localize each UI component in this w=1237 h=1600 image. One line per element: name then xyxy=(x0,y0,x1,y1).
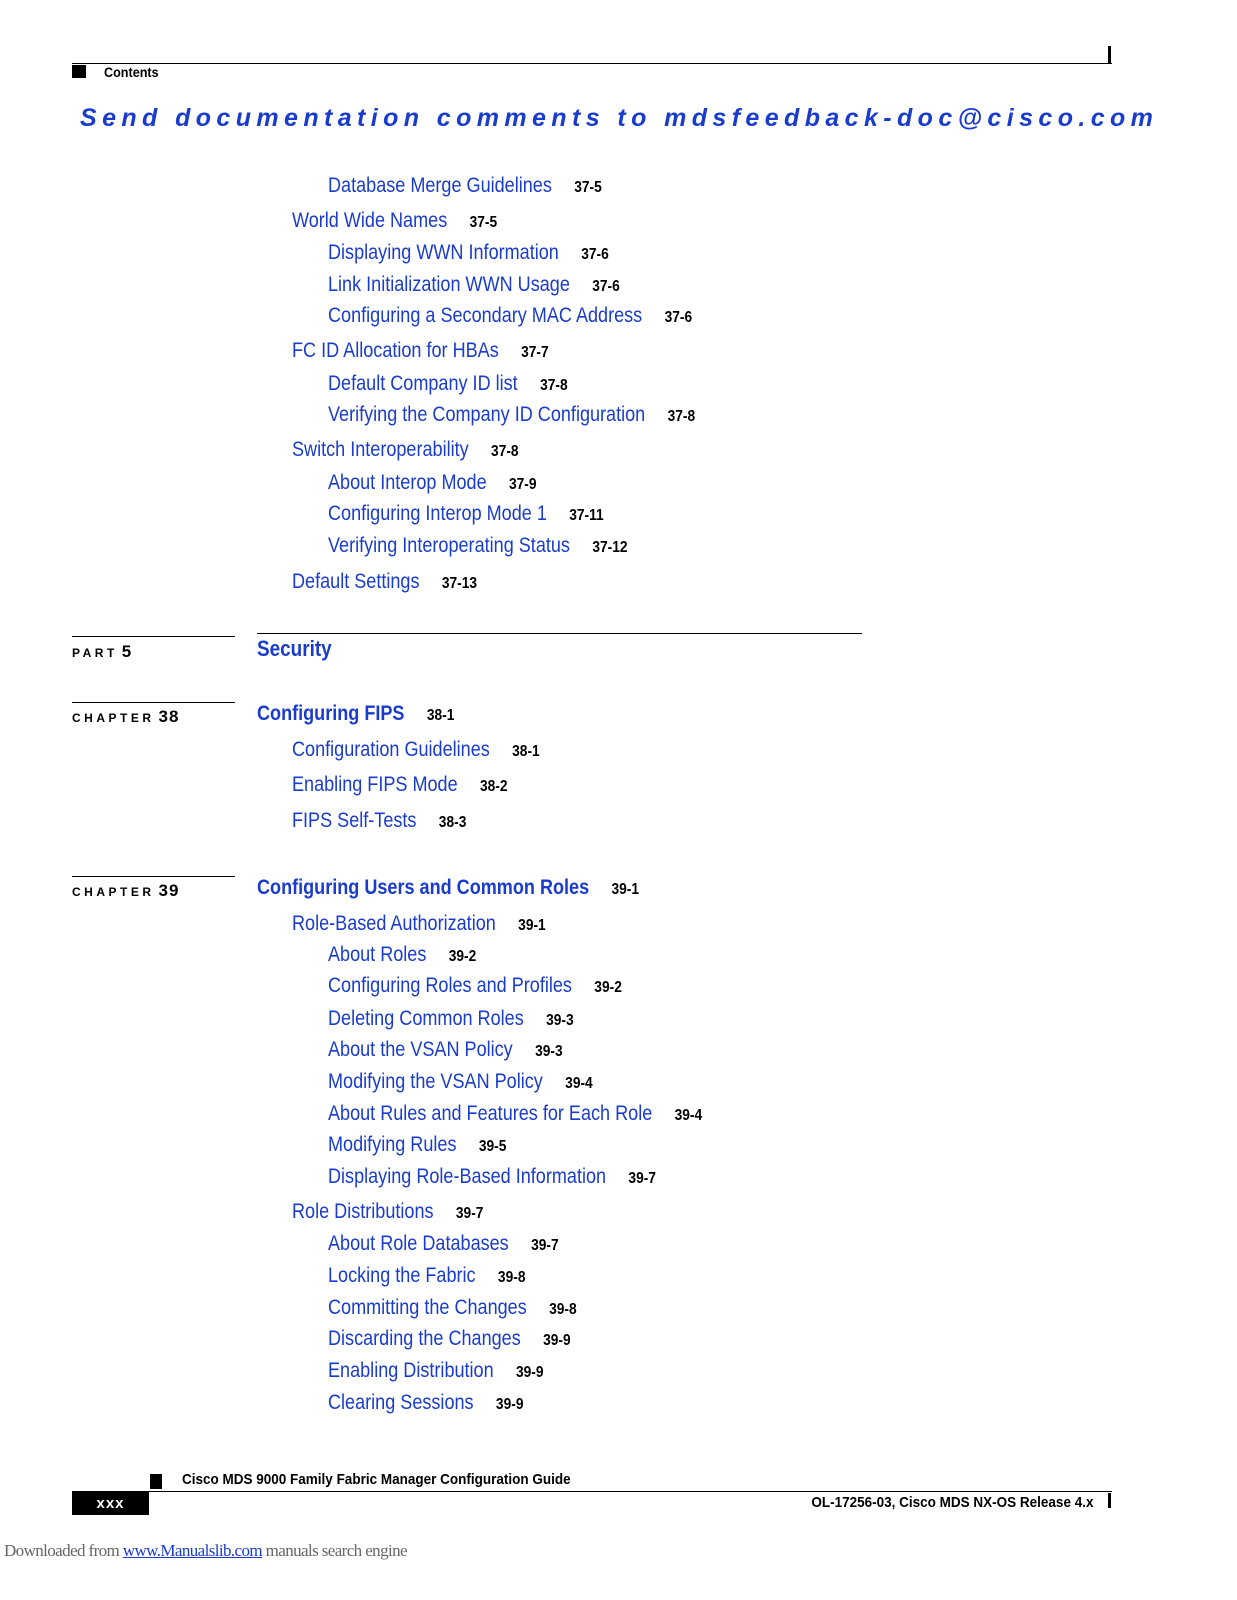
toc-entry-title[interactable]: Committing the Changes xyxy=(328,1296,527,1319)
toc-entry-title[interactable]: Configuring Roles and Profiles xyxy=(328,974,572,997)
toc-entry-page: 37-5 xyxy=(469,214,498,231)
part-label xyxy=(72,642,132,662)
chapter38-rule xyxy=(72,702,235,703)
toc-entry-page: 38-3 xyxy=(438,814,467,831)
toc-entry[interactable] xyxy=(328,1263,525,1291)
toc-entry[interactable] xyxy=(292,737,540,765)
toc-entry-page: 39-3 xyxy=(546,1012,574,1029)
toc-entry[interactable] xyxy=(328,470,537,498)
toc-entry-page: 37-13 xyxy=(441,575,478,592)
toc-entry-title[interactable]: Displaying WWN Information xyxy=(328,241,559,264)
download-prefix: Downloaded from xyxy=(4,1541,123,1560)
toc-entry-page: 39-9 xyxy=(495,1396,524,1413)
toc-entry-title[interactable]: About Role Databases xyxy=(328,1232,509,1255)
toc-entry[interactable] xyxy=(328,240,609,268)
header-section-label: Contents xyxy=(104,64,159,80)
toc-entry-title[interactable]: Modifying Rules xyxy=(328,1133,457,1156)
toc-entry-title[interactable]: FC ID Allocation for HBAs xyxy=(292,339,499,362)
toc-entry-title[interactable]: Verifying the Company ID Configuration xyxy=(328,403,646,426)
toc-entry[interactable] xyxy=(328,501,604,529)
chapter39-label-text: CHAPTER xyxy=(72,885,155,899)
header-rule xyxy=(72,63,1112,64)
footer-release: OL-17256-03, Cisco MDS NX-OS Release 4.x xyxy=(810,1494,1093,1511)
chapter39-number: 39 xyxy=(158,881,180,900)
toc-entry-title[interactable]: Default Company ID list xyxy=(328,372,518,395)
toc-entry[interactable] xyxy=(328,402,695,430)
toc-entry-page: 37-8 xyxy=(540,377,568,394)
toc-entry[interactable] xyxy=(328,1101,702,1129)
toc-entry-title[interactable]: Clearing Sessions xyxy=(328,1391,474,1414)
footer-square-marker xyxy=(150,1474,162,1489)
toc-entry-page: 37-6 xyxy=(581,246,609,263)
chapter38-page: 38-1 xyxy=(426,707,455,724)
feedback-banner[interactable]: Send documentation comments to mdsfeedback-doc@cisco.com xyxy=(80,104,1159,132)
toc-entry-page: 37-6 xyxy=(664,309,693,326)
part-label-text: PART xyxy=(72,646,118,660)
toc-entry-page: 39-7 xyxy=(455,1205,484,1222)
part-title[interactable]: Security xyxy=(257,636,332,661)
toc-entry-title[interactable]: Displaying Role-Based Information xyxy=(328,1165,607,1188)
toc-entry[interactable] xyxy=(328,1295,577,1323)
chapter38-label xyxy=(72,707,179,727)
toc-entry-title[interactable]: About the VSAN Policy xyxy=(328,1038,513,1061)
toc-entry-title[interactable]: Discarding the Changes xyxy=(328,1327,521,1350)
toc-entry-page: 39-2 xyxy=(448,948,477,965)
toc-entry[interactable] xyxy=(328,973,622,1001)
toc-entry[interactable] xyxy=(328,272,620,300)
toc-entry-page: 39-4 xyxy=(674,1107,703,1124)
chapter39-title[interactable]: Configuring Users and Common Roles xyxy=(257,876,590,899)
toc-entry-title[interactable]: Default Settings xyxy=(292,570,420,593)
chapter39-rule xyxy=(72,876,235,877)
chapter39-label xyxy=(72,881,179,901)
toc-entry-page: 37-9 xyxy=(509,476,537,493)
chapter38-label-text: CHAPTER xyxy=(72,711,155,725)
toc-entry[interactable] xyxy=(328,1164,656,1192)
toc-entry[interactable] xyxy=(292,911,546,939)
chapter38-title[interactable]: Configuring FIPS xyxy=(257,702,405,725)
toc-entry[interactable] xyxy=(328,533,628,561)
toc-entry[interactable] xyxy=(328,1231,559,1259)
chapter39-page: 39-1 xyxy=(611,881,640,898)
footer-tick-mark xyxy=(1108,1493,1111,1508)
part-rule xyxy=(72,636,235,637)
download-suffix: manuals search engine xyxy=(262,1541,407,1560)
toc-entry-title[interactable]: Locking the Fabric xyxy=(328,1264,476,1287)
toc-entry[interactable] xyxy=(328,173,602,201)
toc-entry-page: 39-7 xyxy=(628,1170,656,1187)
toc-entry-title[interactable]: Verifying Interoperating Status xyxy=(328,534,570,557)
toc-entry-page: 39-8 xyxy=(497,1269,526,1286)
toc-entry-page: 39-3 xyxy=(535,1043,563,1060)
download-notice xyxy=(4,1541,407,1561)
toc-entry-title[interactable]: Enabling Distribution xyxy=(328,1359,494,1382)
toc-entry-page: 39-9 xyxy=(516,1364,544,1381)
toc-entry-title[interactable]: About Roles xyxy=(328,943,427,966)
toc-entry-title[interactable]: FIPS Self-Tests xyxy=(292,809,417,832)
toc-entry-page: 37-6 xyxy=(592,278,620,295)
toc-entry-page: 39-1 xyxy=(518,917,546,934)
manualslib-link[interactable]: www.Manualslib.com xyxy=(122,1541,263,1560)
footer-rule xyxy=(72,1491,1112,1492)
toc-entry[interactable] xyxy=(328,942,476,970)
toc-entry-page: 39-7 xyxy=(531,1237,559,1254)
toc-entry[interactable] xyxy=(292,338,549,366)
header-tick-mark xyxy=(1108,46,1111,64)
toc-entry[interactable] xyxy=(292,808,466,836)
toc-entry-page: 39-2 xyxy=(594,979,622,996)
footer-page-number: xxx xyxy=(72,1491,149,1515)
part-number: 5 xyxy=(121,642,133,661)
footer-book-title: Cisco MDS 9000 Family Fabric Manager Configuration Guide xyxy=(182,1471,571,1488)
toc-entry-title[interactable]: About Rules and Features for Each Role xyxy=(328,1102,653,1125)
toc-entry[interactable] xyxy=(328,1390,523,1418)
toc-entry-title[interactable]: About Interop Mode xyxy=(328,471,487,494)
toc-entry[interactable] xyxy=(292,1199,483,1227)
toc-entry-page: 37-12 xyxy=(592,539,628,556)
toc-entry-page: 39-8 xyxy=(549,1301,577,1318)
toc-entry-title[interactable]: Database Merge Guidelines xyxy=(328,174,552,197)
toc-entry[interactable] xyxy=(328,1326,571,1354)
toc-entry[interactable] xyxy=(292,569,477,597)
toc-entry-title[interactable]: Role Distributions xyxy=(292,1200,434,1223)
toc-entry-page: 38-2 xyxy=(480,778,508,795)
toc-entry-page: 37-8 xyxy=(491,443,519,460)
chapter39-title-entry[interactable] xyxy=(257,875,639,903)
chapter38-title-entry[interactable] xyxy=(257,701,454,729)
toc-entry-page: 39-4 xyxy=(565,1075,593,1092)
toc-entry-title[interactable]: Link Initialization WWN Usage xyxy=(328,273,570,296)
toc-entry-page: 39-9 xyxy=(543,1332,571,1349)
toc-entry-title[interactable]: Switch Interoperability xyxy=(292,438,469,461)
toc-entry[interactable] xyxy=(292,437,519,465)
toc-entry-title[interactable]: Role-Based Authorization xyxy=(292,912,496,935)
toc-entry[interactable] xyxy=(328,303,692,331)
toc-entry-page: 39-5 xyxy=(478,1138,507,1155)
toc-entry-page: 38-1 xyxy=(512,743,540,760)
toc-entry-title[interactable]: Modifying the VSAN Policy xyxy=(328,1070,543,1093)
toc-entry-title[interactable]: Configuration Guidelines xyxy=(292,738,490,761)
part-title-rule xyxy=(257,633,862,634)
toc-entry[interactable] xyxy=(328,1069,593,1097)
toc-entry[interactable] xyxy=(328,1037,563,1065)
toc-entry-title[interactable]: World Wide Names xyxy=(292,209,448,232)
toc-entry[interactable] xyxy=(328,1006,574,1034)
toc-entry[interactable] xyxy=(328,1358,544,1386)
toc-entry-title[interactable]: Configuring a Secondary MAC Address xyxy=(328,304,643,327)
toc-entry-page: 37-5 xyxy=(574,179,602,196)
toc-entry-title[interactable]: Deleting Common Roles xyxy=(328,1007,524,1030)
toc-entry-page: 37-7 xyxy=(521,344,549,361)
header-square-marker xyxy=(72,65,86,78)
chapter38-number: 38 xyxy=(158,707,180,726)
toc-entry-title[interactable]: Configuring Interop Mode 1 xyxy=(328,502,547,525)
toc-entry[interactable] xyxy=(292,772,508,800)
toc-entry-title[interactable]: Enabling FIPS Mode xyxy=(292,773,458,796)
toc-entry[interactable] xyxy=(328,1132,506,1160)
toc-entry-page: 37-8 xyxy=(667,408,696,425)
toc-entry-page: 37-11 xyxy=(569,507,604,524)
toc-entry[interactable] xyxy=(328,371,568,399)
toc-entry[interactable] xyxy=(292,208,497,236)
